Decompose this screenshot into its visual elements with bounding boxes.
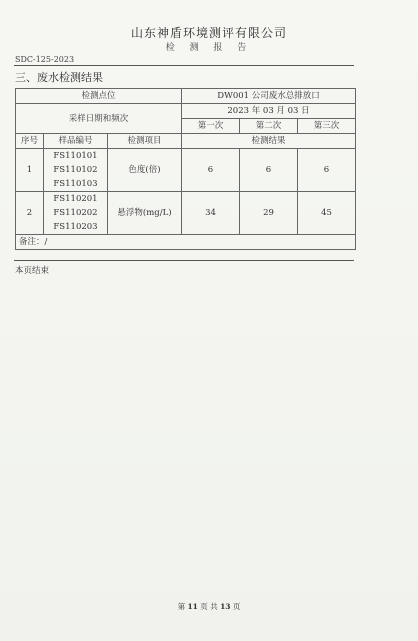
- document-number: SDC-125-2023: [15, 55, 75, 64]
- footer-pre: 第: [177, 602, 186, 611]
- col-header-sample-code: 样品编号: [44, 134, 108, 149]
- result-2: 6: [240, 149, 298, 192]
- page-end-note: 本页结束: [15, 266, 50, 276]
- section-title: 三、废水检测结果: [15, 71, 103, 84]
- row-no: 2: [16, 192, 44, 235]
- test-item: 悬浮物(mg/L): [108, 192, 182, 235]
- sample-code: FS110201: [53, 194, 98, 204]
- col-header-result: 检测结果: [182, 134, 356, 149]
- point-value: DW001 公司废水总排放口: [182, 89, 356, 104]
- test-item: 色度(倍): [108, 149, 182, 192]
- footer-page-number: 11: [187, 602, 198, 611]
- page-footer: [0, 601, 418, 612]
- result-3: 45: [298, 192, 356, 235]
- sample-codes: [44, 149, 108, 192]
- sample-code: FS110101: [53, 151, 98, 161]
- report-title: 检 测 报 告: [165, 43, 253, 53]
- sample-code: FS110103: [53, 179, 98, 189]
- col-header-item: 检测项目: [108, 134, 182, 149]
- result-3: 6: [298, 149, 356, 192]
- remark: 备注：/: [16, 235, 356, 250]
- row-no: 1: [16, 149, 44, 192]
- result-1: 34: [182, 192, 240, 235]
- result-1: 6: [182, 149, 240, 192]
- table-row: [16, 149, 356, 192]
- sample-codes: [44, 192, 108, 235]
- footer-mid: 页 共: [200, 602, 218, 611]
- wastewater-results-table: [15, 88, 356, 250]
- col-header-no: 序号: [16, 134, 44, 149]
- point-label: 检测点位: [16, 89, 182, 104]
- freq-1: 第一次: [182, 119, 240, 134]
- sampling-label: 采样日期和频次: [16, 104, 182, 134]
- sample-code: FS110202: [53, 208, 98, 218]
- sample-code: FS110203: [53, 222, 98, 232]
- footer-total-pages: 13: [220, 602, 231, 611]
- freq-3: 第三次: [298, 119, 356, 134]
- result-2: 29: [240, 192, 298, 235]
- freq-2: 第二次: [240, 119, 298, 134]
- company-name: 山东神盾环境测评有限公司: [130, 26, 287, 40]
- footer-post: 页: [232, 602, 241, 611]
- table-row: [16, 192, 356, 235]
- sampling-date: 2023 年 03 月 03 日: [182, 104, 356, 119]
- header-divider: [14, 65, 354, 66]
- end-divider: [14, 260, 354, 261]
- sample-code: FS110102: [53, 165, 98, 175]
